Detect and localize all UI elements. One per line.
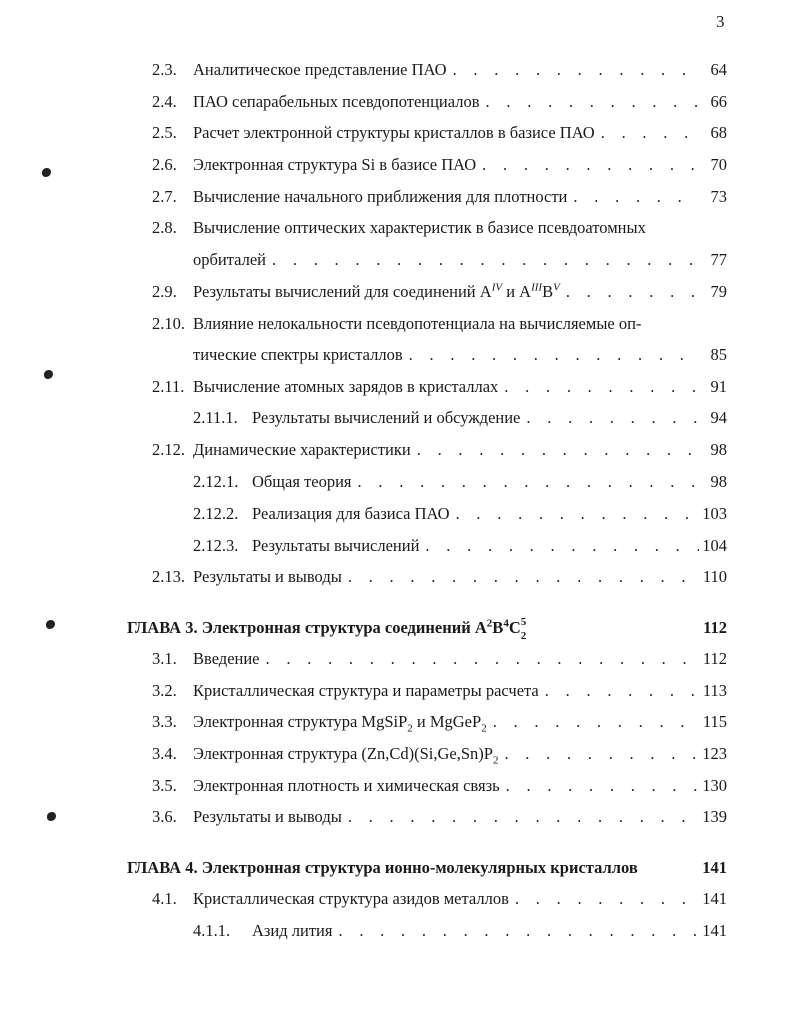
toc-title: Результаты и выводы bbox=[193, 807, 342, 826]
toc-page: 85 bbox=[710, 345, 727, 364]
toc-page: 77 bbox=[710, 250, 727, 269]
dot-leader bbox=[539, 679, 699, 703]
toc-title-wrap bbox=[252, 470, 699, 494]
toc-title: Динамические характеристики bbox=[193, 440, 411, 459]
toc-number: 2.12. bbox=[152, 440, 185, 459]
toc-page: 104 bbox=[702, 536, 727, 555]
toc-title: ПАО сепарабельных псевдопотенциалов bbox=[193, 92, 480, 111]
toc-page: 70 bbox=[710, 155, 727, 174]
toc-title-wrap bbox=[193, 679, 699, 703]
dot-leader bbox=[476, 153, 699, 177]
toc-title-wrap bbox=[193, 216, 699, 240]
toc-title-line2: орбиталей bbox=[193, 250, 266, 269]
subscript: 2 bbox=[481, 722, 487, 734]
toc-number: 2.13. bbox=[152, 567, 185, 586]
dot-leader bbox=[447, 58, 699, 82]
toc-entry-3-1[interactable] bbox=[0, 647, 793, 671]
toc-page: 73 bbox=[710, 187, 727, 206]
toc-number: 2.8. bbox=[152, 218, 177, 237]
toc-page: 123 bbox=[702, 744, 727, 763]
dot-leader bbox=[411, 438, 699, 462]
dot-leader bbox=[260, 647, 699, 671]
toc-number: 2.12.3. bbox=[193, 536, 239, 555]
toc-title: Кристаллическая структура и параметры расчета bbox=[193, 681, 539, 700]
toc-number: 2.5. bbox=[152, 123, 177, 142]
dot-leader bbox=[500, 774, 699, 798]
toc-entry-2-12[interactable] bbox=[0, 438, 793, 462]
title-part: B bbox=[492, 618, 504, 637]
chapter-title: ГЛАВА 4. Электронная структура ионно-молекулярных кристаллов bbox=[127, 858, 638, 877]
toc-title: Аналитическое представление ПАО bbox=[193, 60, 447, 79]
toc-title bbox=[193, 742, 498, 766]
superscript: IV bbox=[491, 281, 503, 294]
toc-title-wrap bbox=[193, 742, 699, 766]
toc-entry-2-12-1[interactable] bbox=[0, 470, 793, 494]
toc-title: Кристаллическая структура азидов металлов bbox=[193, 889, 509, 908]
toc-page: 130 bbox=[702, 776, 727, 795]
dot-leader bbox=[332, 919, 699, 943]
toc-page: 139 bbox=[702, 807, 727, 826]
toc-page: 98 bbox=[710, 472, 727, 491]
toc-entry-2-8[interactable] bbox=[0, 216, 793, 240]
superscript: III bbox=[531, 281, 543, 294]
toc-title-line1: Влияние нелокальности псевдопотенциала на вычисляемые оп- bbox=[193, 314, 642, 333]
toc-number: 3.2. bbox=[152, 681, 177, 700]
toc-entry-2-9[interactable] bbox=[0, 280, 793, 304]
toc-title: Расчет электронной структуры кристаллов в базисе ПАО bbox=[193, 123, 595, 142]
toc-title-wrap bbox=[193, 343, 699, 367]
toc-page: 113 bbox=[702, 681, 727, 700]
toc-entry-2-3[interactable] bbox=[0, 58, 793, 82]
dot-leader bbox=[419, 534, 699, 558]
toc-title-wrap bbox=[193, 153, 699, 177]
toc-title-wrap bbox=[252, 406, 699, 430]
toc-entry-2-11-1[interactable] bbox=[0, 406, 793, 430]
toc-title: Результаты вычислений и обсуждение bbox=[252, 408, 521, 427]
toc-title-wrap bbox=[193, 58, 699, 82]
dot-leader bbox=[352, 470, 699, 494]
toc-title: Результаты вычислений bbox=[252, 536, 420, 555]
toc-number: 2.9. bbox=[152, 282, 177, 301]
title-part: C bbox=[508, 618, 521, 637]
toc-number: 2.4. bbox=[152, 92, 177, 111]
toc-entry-2-10[interactable] bbox=[0, 312, 793, 336]
toc-title-wrap bbox=[252, 919, 699, 943]
toc-title: Реализация для базиса ПАО bbox=[252, 504, 450, 523]
toc-title: Общая теория bbox=[252, 472, 352, 491]
page-number: 3 bbox=[716, 12, 725, 31]
sub-sup-pair bbox=[520, 616, 530, 643]
toc-title-wrap bbox=[193, 805, 699, 829]
toc-title: Вычисление начального приближения для плотности bbox=[193, 187, 568, 206]
toc-number: 3.5. bbox=[152, 776, 177, 795]
toc-number: 2.12.1. bbox=[193, 472, 239, 491]
toc-title-wrap bbox=[193, 774, 699, 798]
dot-leader bbox=[498, 375, 699, 399]
dot-leader bbox=[595, 121, 699, 145]
toc-entry-4-1[interactable] bbox=[0, 887, 793, 911]
toc-title-wrap bbox=[193, 647, 699, 671]
toc-entry-2-13[interactable] bbox=[0, 565, 793, 589]
toc-entry-2-7[interactable] bbox=[0, 185, 793, 209]
dot-leader bbox=[567, 185, 699, 209]
dot-leader bbox=[498, 742, 699, 766]
toc-title: Электронная структура Si в базисе ПАО bbox=[193, 155, 477, 174]
toc-page: 66 bbox=[710, 92, 727, 111]
toc-page: 68 bbox=[710, 123, 727, 142]
toc-entry-2-12-2[interactable] bbox=[0, 502, 793, 526]
toc-title-wrap bbox=[193, 887, 699, 911]
superscript: V bbox=[553, 281, 560, 294]
toc-entry-3-5[interactable] bbox=[0, 774, 793, 798]
toc-title: Электронная плотность и химическая связь bbox=[193, 776, 500, 795]
subscript: 2 bbox=[520, 630, 527, 643]
toc-title-wrap bbox=[193, 185, 699, 209]
toc-entry-2-11[interactable] bbox=[0, 375, 793, 399]
toc-chapter-4[interactable] bbox=[0, 855, 793, 881]
toc-page: 115 bbox=[702, 712, 727, 731]
toc-title bbox=[193, 280, 560, 304]
dot-leader bbox=[487, 710, 699, 734]
toc-page: 103 bbox=[702, 504, 727, 523]
superscript: 5 bbox=[520, 616, 527, 629]
toc-title-wrap bbox=[252, 502, 699, 526]
toc-title-wrap bbox=[193, 248, 699, 272]
toc-entry-4-1-1[interactable] bbox=[0, 919, 793, 943]
toc-title: Вычисление атомных зарядов в кристаллах bbox=[193, 377, 499, 396]
toc-entry-3-2[interactable] bbox=[0, 679, 793, 703]
title-part: Результаты вычислений для соединений A bbox=[193, 282, 492, 301]
dot-leader bbox=[266, 248, 699, 272]
subscript: 2 bbox=[492, 754, 499, 766]
toc-title-wrap bbox=[193, 121, 699, 145]
toc-page: 64 bbox=[710, 60, 727, 79]
superscript: 2 bbox=[486, 617, 493, 630]
toc-page: 98 bbox=[710, 440, 727, 459]
toc-title-wrap bbox=[193, 438, 699, 462]
toc-title bbox=[193, 710, 487, 734]
toc-title-wrap bbox=[193, 565, 699, 589]
superscript: 4 bbox=[503, 617, 509, 630]
dot-leader bbox=[560, 280, 699, 304]
toc-entry-3-3[interactable] bbox=[0, 710, 793, 734]
toc-entry-3-4[interactable] bbox=[0, 742, 793, 766]
toc-number: 2.12.2. bbox=[193, 504, 239, 523]
dot-leader bbox=[509, 887, 699, 911]
toc-title: Введение bbox=[193, 649, 260, 668]
toc-number: 3.3. bbox=[152, 712, 177, 731]
toc-number: 2.11.1. bbox=[193, 408, 238, 427]
toc-entry-2-12-3[interactable] bbox=[0, 534, 793, 558]
toc-entry-2-6[interactable] bbox=[0, 153, 793, 177]
toc-number: 3.6. bbox=[152, 807, 177, 826]
toc-page: 110 bbox=[702, 567, 727, 586]
toc-title-wrap bbox=[252, 534, 699, 558]
toc-entry-2-8-cont[interactable] bbox=[0, 248, 793, 272]
chapter-page: 112 bbox=[703, 618, 727, 637]
dot-leader bbox=[342, 805, 699, 829]
title-part: и A bbox=[502, 282, 532, 301]
dot-leader bbox=[480, 90, 699, 114]
toc-title-wrap bbox=[193, 710, 699, 734]
toc-page: 91 bbox=[710, 377, 727, 396]
dot-leader bbox=[403, 343, 699, 367]
toc-chapter-3[interactable] bbox=[0, 615, 793, 641]
toc-entry-2-10-cont[interactable] bbox=[0, 343, 793, 367]
chapter-page: 141 bbox=[702, 858, 727, 877]
toc-page: 112 bbox=[702, 649, 727, 668]
title-part: Электронная структура (Zn,Cd)(Si,Ge,Sn)P bbox=[193, 744, 493, 763]
title-part: ГЛАВА 3. Электронная структура соединений A bbox=[127, 618, 487, 637]
title-part: B bbox=[542, 282, 554, 301]
dot-leader bbox=[520, 406, 699, 430]
toc-title-wrap bbox=[193, 375, 699, 399]
toc-entry-3-6[interactable] bbox=[0, 805, 793, 829]
toc-title: Азид лития bbox=[252, 921, 333, 940]
title-part: и MgGeP bbox=[412, 712, 482, 731]
toc-number: 4.1. bbox=[152, 889, 177, 908]
toc-number: 3.4. bbox=[152, 744, 177, 763]
toc-title-wrap bbox=[193, 280, 699, 304]
toc-title-wrap bbox=[193, 90, 699, 114]
toc-title: Результаты и выводы bbox=[193, 567, 342, 586]
dot-leader bbox=[342, 565, 699, 589]
chapter-title bbox=[127, 615, 530, 641]
toc-page: 79 bbox=[710, 282, 727, 301]
subscript: 2 bbox=[407, 722, 413, 734]
toc-page: 141 bbox=[702, 889, 727, 908]
toc-entry-2-5[interactable] bbox=[0, 121, 793, 145]
toc-title-line1: Вычисление оптических характеристик в базисе псевдоатомных bbox=[193, 218, 646, 237]
toc-number: 2.11. bbox=[152, 377, 185, 396]
toc-number: 2.6. bbox=[152, 155, 177, 174]
toc-number: 3.1. bbox=[152, 649, 177, 668]
toc-entry-2-4[interactable] bbox=[0, 90, 793, 114]
toc-title-line2: тические спектры кристаллов bbox=[193, 345, 403, 364]
toc-page: 94 bbox=[710, 408, 727, 427]
toc-page: 141 bbox=[702, 921, 727, 940]
toc-number: 2.7. bbox=[152, 187, 177, 206]
title-part: Электронная структура MgSiP bbox=[193, 712, 408, 731]
toc-number: 4.1.1. bbox=[193, 921, 231, 940]
toc-title-wrap bbox=[193, 312, 699, 336]
toc-number: 2.10. bbox=[152, 314, 185, 333]
dot-leader bbox=[450, 502, 699, 526]
toc-number: 2.3. bbox=[152, 60, 177, 79]
